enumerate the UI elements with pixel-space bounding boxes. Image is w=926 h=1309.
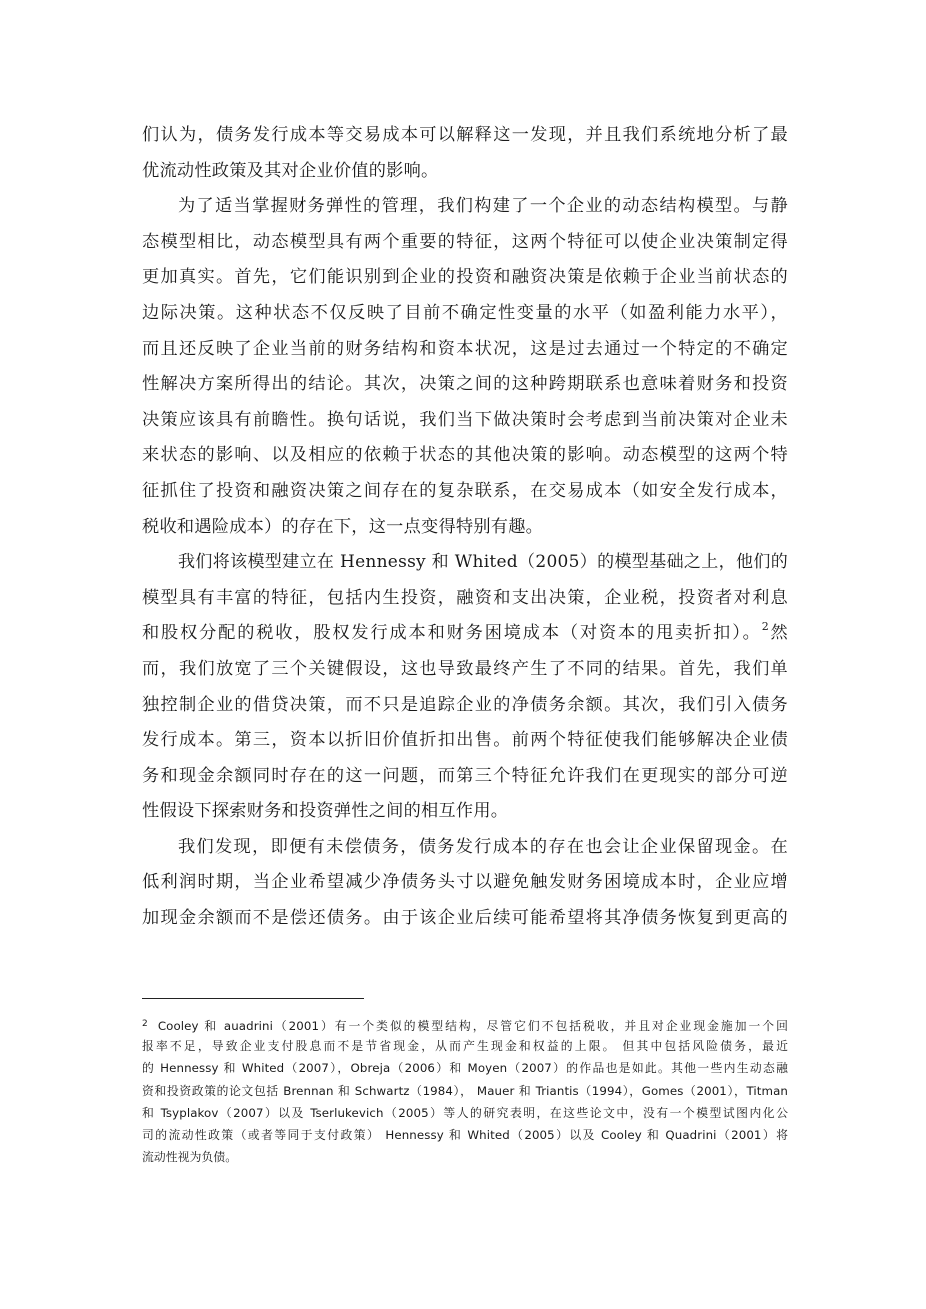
paragraph-line: 模型具有丰富的特征，包括内生投资，融资和支出决策，企业税，投资者对利息	[142, 587, 788, 608]
paragraph-line: 边际决策。这种状态不仅反映了目前不确定性变量的水平（如盈利能力水平），	[142, 302, 788, 323]
footnote-line: 司的流动性政策（或者等同于支付政策） Hennessy 和 Whited（2005）以及 Cooley 和 Quadrini（2001）将	[142, 1127, 788, 1142]
paragraph-line: 更加真实。首先，它们能识别到企业的投资和融资决策是依赖于企业当前状态的	[142, 267, 788, 288]
footnote	[142, 1013, 788, 1168]
paragraph-line: 我们发现，即便有未偿债务，债务发行成本的存在也会让企业保留现金。在	[178, 836, 788, 857]
paragraph-line: 而且还反映了企业当前的财务结构和资本状况，这是过去通过一个特定的不确定	[142, 338, 788, 359]
paragraph-line: 们认为，债务发行成本等交易成本可以解释这一发现，并且我们系统地分析了最	[142, 125, 788, 145]
footnote-reference[interactable]: 2	[761, 620, 769, 634]
paragraph-line: 而，我们放宽了三个关键假设，这也导致最终产生了不同的结果。首先，我们单	[142, 658, 788, 679]
paragraph-line-tail: 然	[768, 623, 788, 644]
footnote-line: 流动性视为负债。	[142, 1150, 238, 1165]
paragraph-line: 性解决方案所得出的结论。其次，决策之间的这种跨期联系也意味着财务和投资	[142, 374, 788, 395]
paragraph-line-with-footnote-ref	[142, 616, 788, 652]
footnote-line-text: Cooley 和 auadrini（2001）有一个类似的模型结构，尽管它们不包括税收，并且对企业现金施加一个回	[157, 1019, 788, 1033]
footnote-number: 2	[142, 1019, 148, 1029]
footnote-line: 资和投资政策的论文包括 Brennan 和 Schwartz（1984）， Mauer 和 Triantis（1994），Gomes（2001），Titman	[142, 1083, 788, 1098]
paragraph-line: 低利润时期，当企业希望减少净债务头寸以避免触发财务困境成本时，企业应增	[142, 872, 788, 893]
body-text	[142, 118, 788, 937]
paragraph-line: 优流动性政策及其对企业价值的影响。	[142, 160, 439, 181]
footnote-line	[142, 1013, 788, 1035]
paragraph-line: 来状态的影响、以及相应的依赖于状态的其他决策的影响。动态模型的这两个特	[142, 445, 788, 466]
paragraph-line: 为了适当掌握财务弹性的管理，我们构建了一个企业的动态结构模型。与静	[178, 196, 788, 217]
footnote-line: 报率不足，导致企业支付股息而不是节省现金，从而产生现金和权益的上限。 但其中包括风险债务，最近	[142, 1039, 788, 1054]
paragraph-line: 我们将该模型建立在 Hennessy 和 Whited（2005）的模型基础之上，他们的	[178, 552, 788, 573]
footnote-line: 的 Hennessy 和 Whited（2007），Obreja（2006）和 Moyen（2007）的作品也是如此。其他一些内生动态融	[142, 1061, 788, 1076]
paragraph-line-text: 和股权分配的税收，股权发行成本和财务困境成本（对资本的甩卖折扣）。	[142, 623, 762, 644]
paragraph-line: 态模型相比，动态模型具有两个重要的特征，这两个特征可以使企业决策制定得	[142, 231, 788, 252]
paragraph-line: 发行成本。第三，资本以折旧价值折扣出售。前两个特征使我们能够解决企业债	[142, 730, 788, 751]
paragraph-line: 征抓住了投资和融资决策之间存在的复杂联系，在交易成本（如安全发行成本，	[142, 480, 788, 501]
paragraph-line: 性假设下探索财务和投资弹性之间的相互作用。	[142, 801, 509, 822]
paragraph-line: 决策应该具有前瞻性。换句话说，我们当下做决策时会考虑到当前决策对企业未	[142, 409, 788, 430]
paragraph-line: 独控制企业的借贷决策，而不只是追踪企业的净债务余额。其次，我们引入债务	[142, 694, 788, 715]
paragraph-line: 务和现金余额同时存在的这一问题，而第三个特征允许我们在更现实的部分可逆	[142, 765, 788, 786]
paragraph-line: 加现金余额而不是偿还债务。由于该企业后续可能希望将其净债务恢复到更高的	[142, 908, 788, 929]
footnote-separator	[142, 998, 364, 999]
paragraph-line: 税收和遇险成本）的存在下，这一点变得特别有趣。	[142, 516, 544, 537]
footnote-line: 和 Tsyplakov（2007）以及 Tserlukevich（2005）等人的研究表明，在这些论文中，没有一个模型试图内化公	[142, 1105, 788, 1120]
